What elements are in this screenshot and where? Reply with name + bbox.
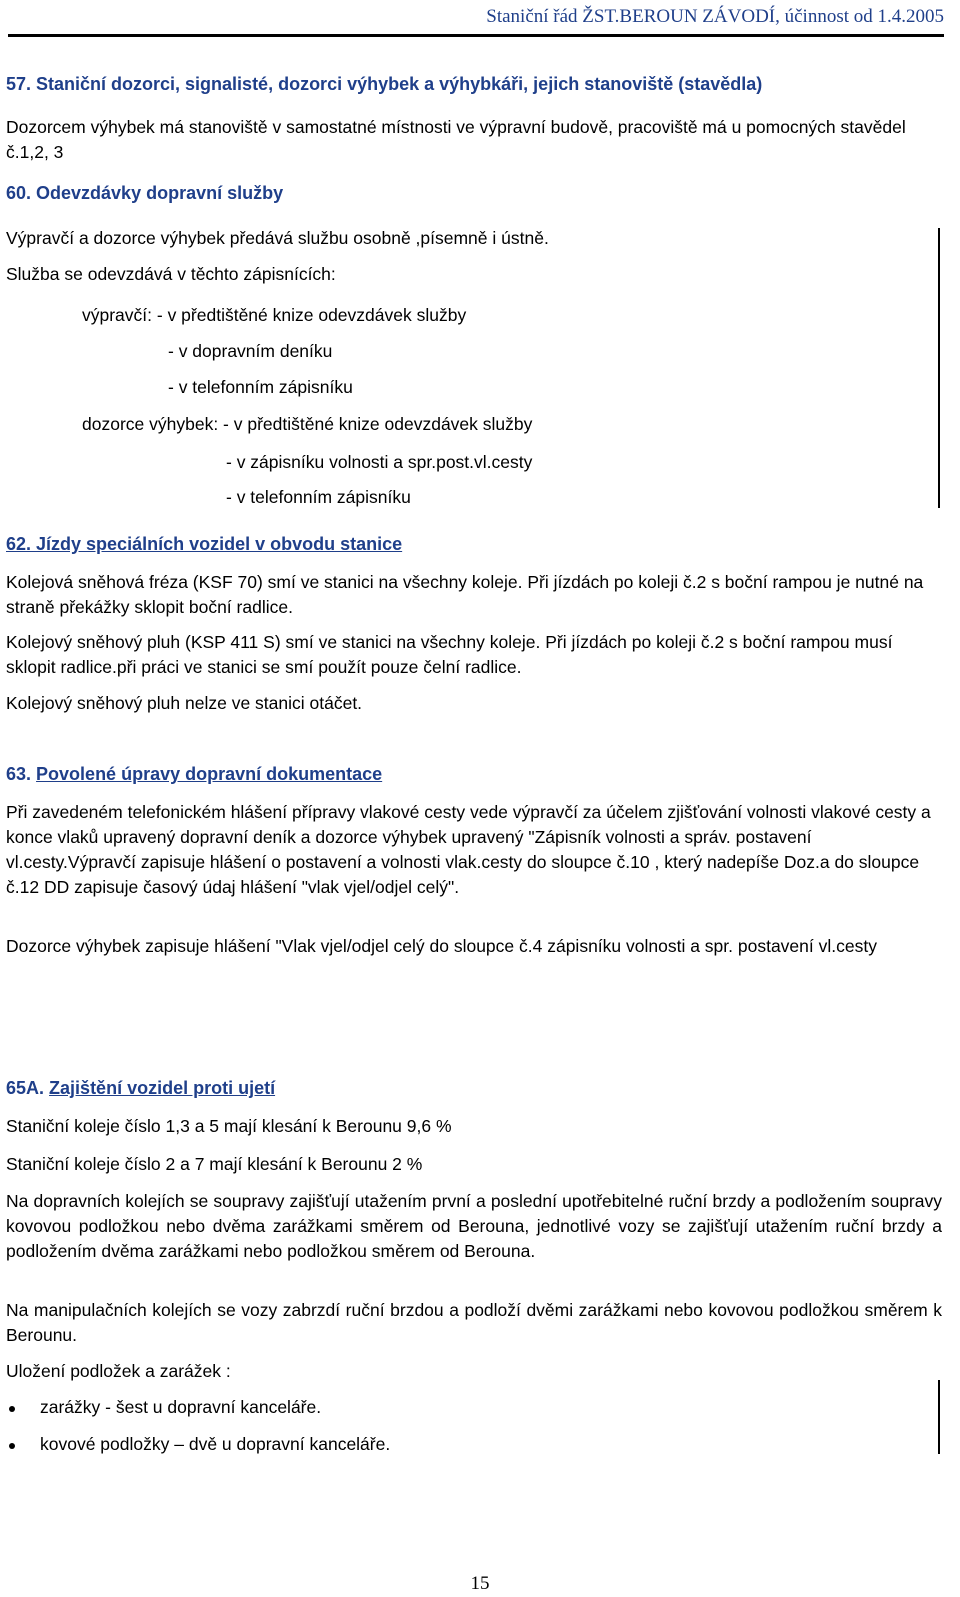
dozorce-item-1: dozorce výhybek: - v předtištěné knize odevzdávek služby [82,414,533,434]
section-62-title: 62. Jízdy speciálních vozidel v obvodu stanice [6,534,403,554]
section-57-text: Dozorcem výhybek má stanoviště v samostatné místnosti ve výpravní budově, pracoviště má u pomocných stavědel č.1,2, 3 [6,117,906,162]
section-65a-number: 65A. [6,1078,45,1098]
vypravci-item-3: - v telefonním zápisníku [168,377,353,397]
section-65a-p5: Uložení podložek a zarážek : [6,1361,231,1381]
bullet-item-2: kovové podložky – dvě u dopravní kanceláře. [40,1434,391,1454]
bullet-dot-icon [9,1443,15,1449]
page-number: 15 [470,1573,490,1594]
section-63-heading: Povolené úpravy dopravní dokumentace [36,764,383,784]
dozorce-item-2: - v zápisníku volnosti a spr.post.vl.cesty [226,452,533,472]
bullet-dot-icon [9,1406,15,1412]
section-62-p1: Kolejová sněhová fréza (KSF 70) smí ve stanici na všechny koleje. Při jízdách po koleji č.2 s boční rampou je nutné na straně překážky sklopit boční radlice. [6,572,924,617]
page-header: Staniční řád ŽST.BEROUN ZÁVODÍ, účinnost od 1.4.2005 [486,6,944,27]
vypravci-item-1: výpravčí: - v předtištěné knize odevzdávek služby [82,305,467,325]
section-60-line1: Výpravčí a dozorce výhybek předává službu osobně ,písemně i ústně. [6,228,549,248]
section-63-p1: Při zavedeném telefonickém hlášení přípravy vlakové cesty vede výpravčí za účelem zjišťování volnosti vlakové cesty a konce vlaků upravený dopravní deník a dozorce výhybek upravený "Zápisník volnosti a správ. postavení vl.cesty.Výpravčí zapisuje hlášení o postavení a volnosti vlak.cesty do sloupce č.10 , který nadepíše Doz.a do sloupce č.12 DD zapisuje časový údaj hlášení "vlak vjel/odjel celý". [6,802,931,897]
section-65a-p3: Na dopravních kolejích se soupravy zajišťují utažením první a poslední upotřebitelné ruční brzdy a podložením soupravy kovovou podložkou nebo dvěma zarážkami směrem od Berouna, jednotlivé vozy se zajišťují utažením ruční brzdy a podložením dvěma zarážkami nebo podložkou směrem od Berouna. [6,1191,942,1261]
section-60-line2: Služba se odevzdává v těchto zápisnících: [6,264,336,284]
change-bar [938,1380,940,1454]
section-65a-heading: Zajištění vozidel proti ujetí [49,1078,276,1098]
section-62-p3: Kolejový sněhový pluh nelze ve stanici otáčet. [6,693,363,713]
bullet-item-1: zarážky - šest u dopravní kanceláře. [40,1397,322,1417]
section-63-p2: Dozorce výhybek zapisuje hlášení "Vlak vjel/odjel celý do sloupce č.4 zápisníku volnosti a spr. postavení vl.cesty [6,936,877,956]
change-bar [938,228,940,508]
section-62-p2: Kolejový sněhový pluh (KSP 411 S) smí ve stanici na všechny koleje. Při jízdách po koleji č.2 s boční rampou musí sklopit radlice.při práci ve stanici se smí použít pouze čelní radlice. [6,632,893,677]
section-57-title: 57. Staniční dozorci, signalisté, dozorci výhybek a výhybkáři, jejich stanoviště (stavědla) [6,74,763,94]
header-rule [8,34,944,37]
section-63-number: 63. [6,764,32,784]
vypravci-item-2: - v dopravním deníku [168,341,333,361]
dozorce-item-3: - v telefonním zápisníku [226,487,411,507]
section-65a-p2: Staniční koleje číslo 2 a 7 mají klesání k Berounu 2 % [6,1154,423,1174]
section-65a-p1: Staniční koleje číslo 1,3 a 5 mají klesání k Berounu 9,6 % [6,1116,452,1136]
section-60-title: 60. Odevzdávky dopravní služby [6,183,284,203]
section-65a-p4: Na manipulačních kolejích se vozy zabrzdí ruční brzdou a podloží dvěmi zarážkami nebo kovovou podložkou směrem k Berounu. [6,1300,942,1345]
section-65a-title [6,1078,275,1099]
section-63-title [6,764,382,785]
